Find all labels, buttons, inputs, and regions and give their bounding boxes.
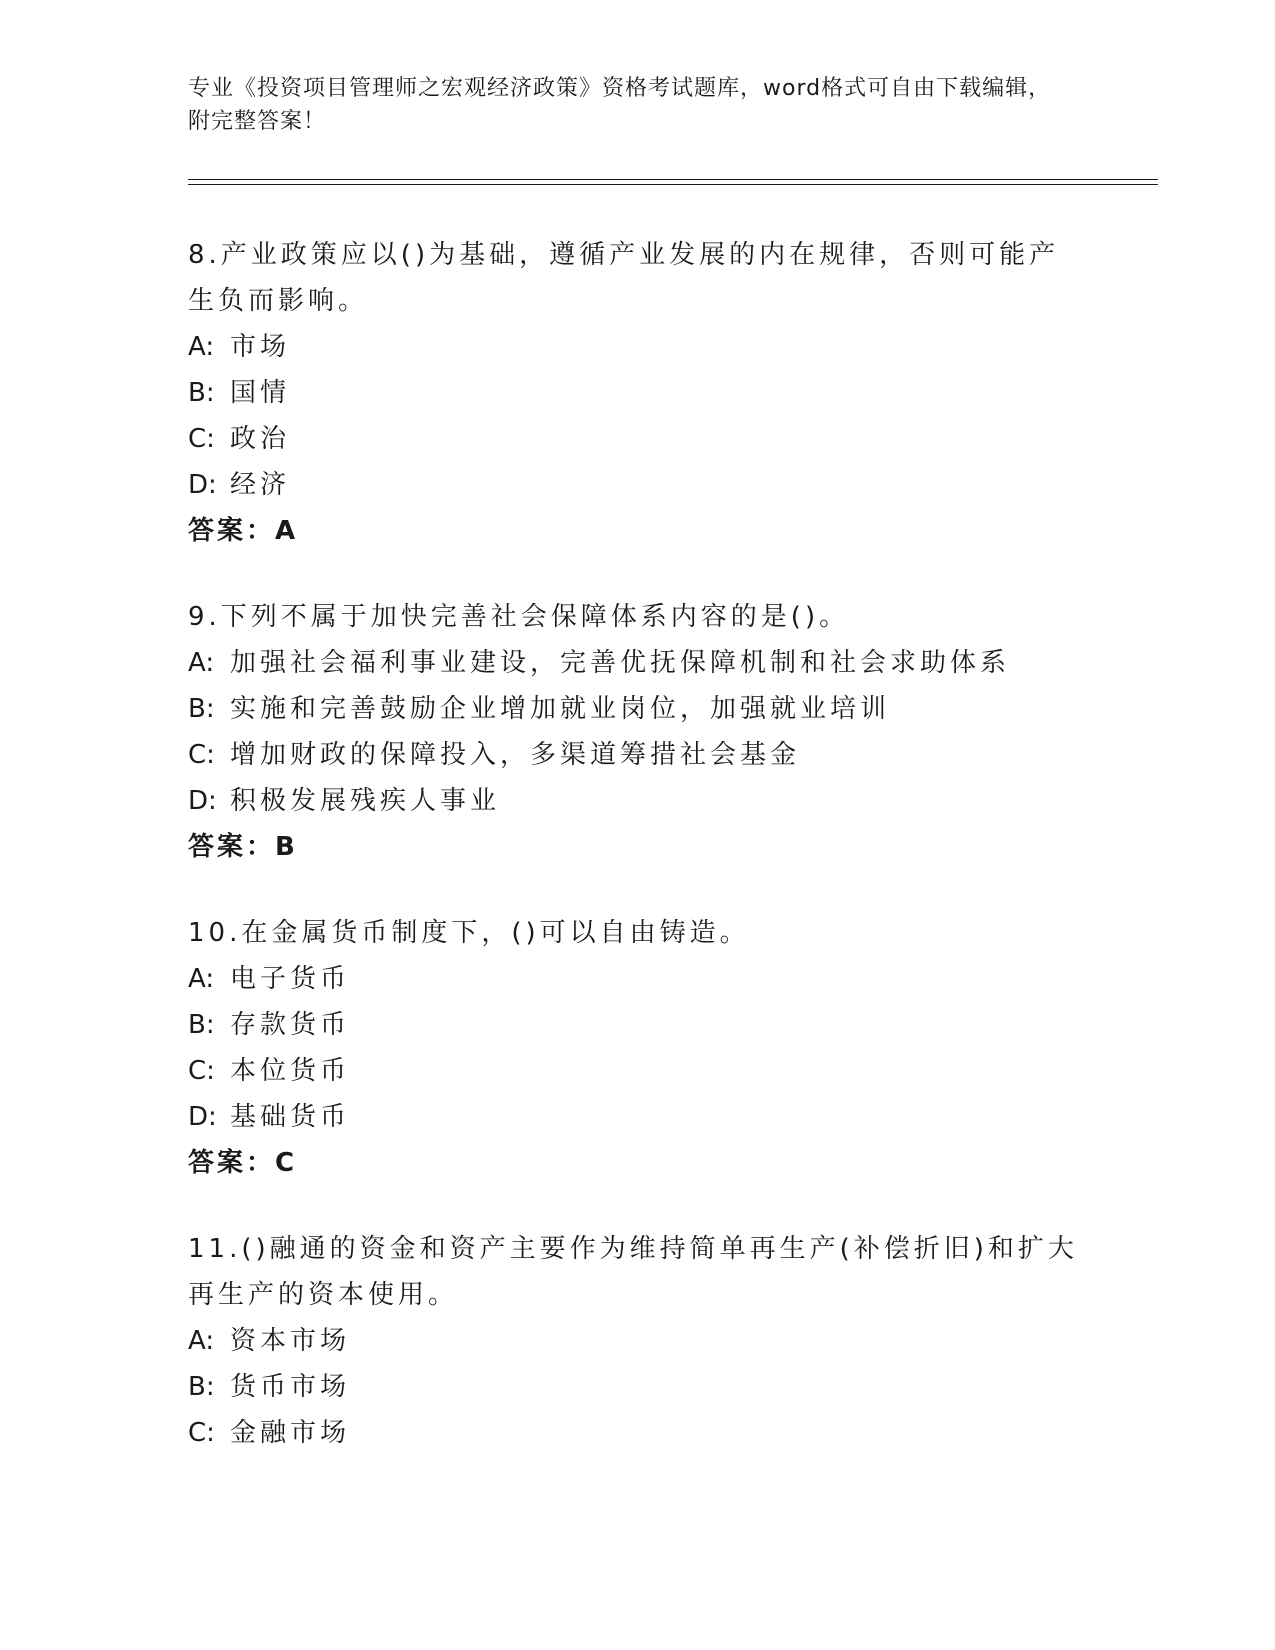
answer-label: 答案：A (188, 516, 299, 546)
question-9 (188, 594, 1088, 870)
option-d (188, 778, 1088, 824)
option-text: 市场 (230, 332, 291, 362)
question-list (188, 232, 1088, 1496)
option-text: 电子货币 (230, 964, 351, 994)
option-key: A: (188, 964, 215, 994)
answer-label: 答案：B (188, 832, 298, 862)
option-c (188, 732, 1088, 778)
document-header: 专业《投资项目管理师之宏观经济政策》资格考试题库，word格式可自由下载编辑，附完整答案！ (188, 76, 1052, 134)
option-text: 实施和完善鼓励企业增加就业岗位，加强就业培训 (230, 694, 891, 724)
option-a (188, 640, 1088, 686)
question-8 (188, 232, 1088, 554)
answer-label: 答案：C (188, 1148, 298, 1178)
question-stem: 8.产业政策应以()为基础，遵循产业发展的内在规律，否则可能产生负而影响。 (188, 240, 1060, 316)
option-a (188, 1318, 1088, 1364)
option-c (188, 416, 1088, 462)
option-key: B: (188, 1010, 215, 1040)
option-key: C: (188, 1056, 215, 1086)
option-text: 增加财政的保障投入，多渠道筹措社会基金 (230, 740, 801, 770)
option-d (188, 462, 1088, 508)
option-key: C: (188, 424, 215, 454)
option-text: 国情 (230, 378, 291, 408)
option-key: B: (188, 378, 215, 408)
option-key: C: (188, 1418, 215, 1448)
question-11 (188, 1226, 1088, 1456)
option-key: D: (188, 1102, 217, 1132)
option-key: B: (188, 1372, 215, 1402)
option-text: 货币市场 (230, 1372, 351, 1402)
question-stem: 11.()融通的资金和资产主要作为维持简单再生产(补偿折旧)和扩大再生产的资本使用。 (188, 1234, 1078, 1310)
option-d (188, 1094, 1088, 1140)
option-text: 基础货币 (230, 1102, 351, 1132)
option-key: C: (188, 740, 215, 770)
option-key: D: (188, 470, 217, 500)
option-text: 加强社会福利事业建设，完善优抚保障机制和社会求助体系 (230, 648, 1011, 678)
header-rule-top (188, 179, 1158, 180)
question-stem: 9.下列不属于加快完善社会保障体系内容的是()。 (188, 602, 850, 632)
option-text: 本位货币 (230, 1056, 351, 1086)
option-b (188, 1364, 1088, 1410)
option-b (188, 370, 1088, 416)
option-key: A: (188, 1326, 215, 1356)
option-a (188, 324, 1088, 370)
option-c (188, 1410, 1088, 1456)
option-text: 存款货币 (230, 1010, 351, 1040)
option-c (188, 1048, 1088, 1094)
option-text: 积极发展残疾人事业 (230, 786, 501, 816)
option-text: 金融市场 (230, 1418, 351, 1448)
header-rule-bottom (188, 184, 1158, 185)
option-b (188, 1002, 1088, 1048)
question-10 (188, 910, 1088, 1186)
option-key: D: (188, 786, 217, 816)
option-key: B: (188, 694, 215, 724)
option-b (188, 686, 1088, 732)
option-text: 经济 (230, 470, 291, 500)
option-a (188, 956, 1088, 1002)
question-stem: 10.在金属货币制度下，()可以自由铸造。 (188, 918, 750, 948)
option-text: 政治 (230, 424, 291, 454)
option-text: 资本市场 (230, 1326, 351, 1356)
option-key: A: (188, 332, 215, 362)
option-key: A: (188, 648, 215, 678)
